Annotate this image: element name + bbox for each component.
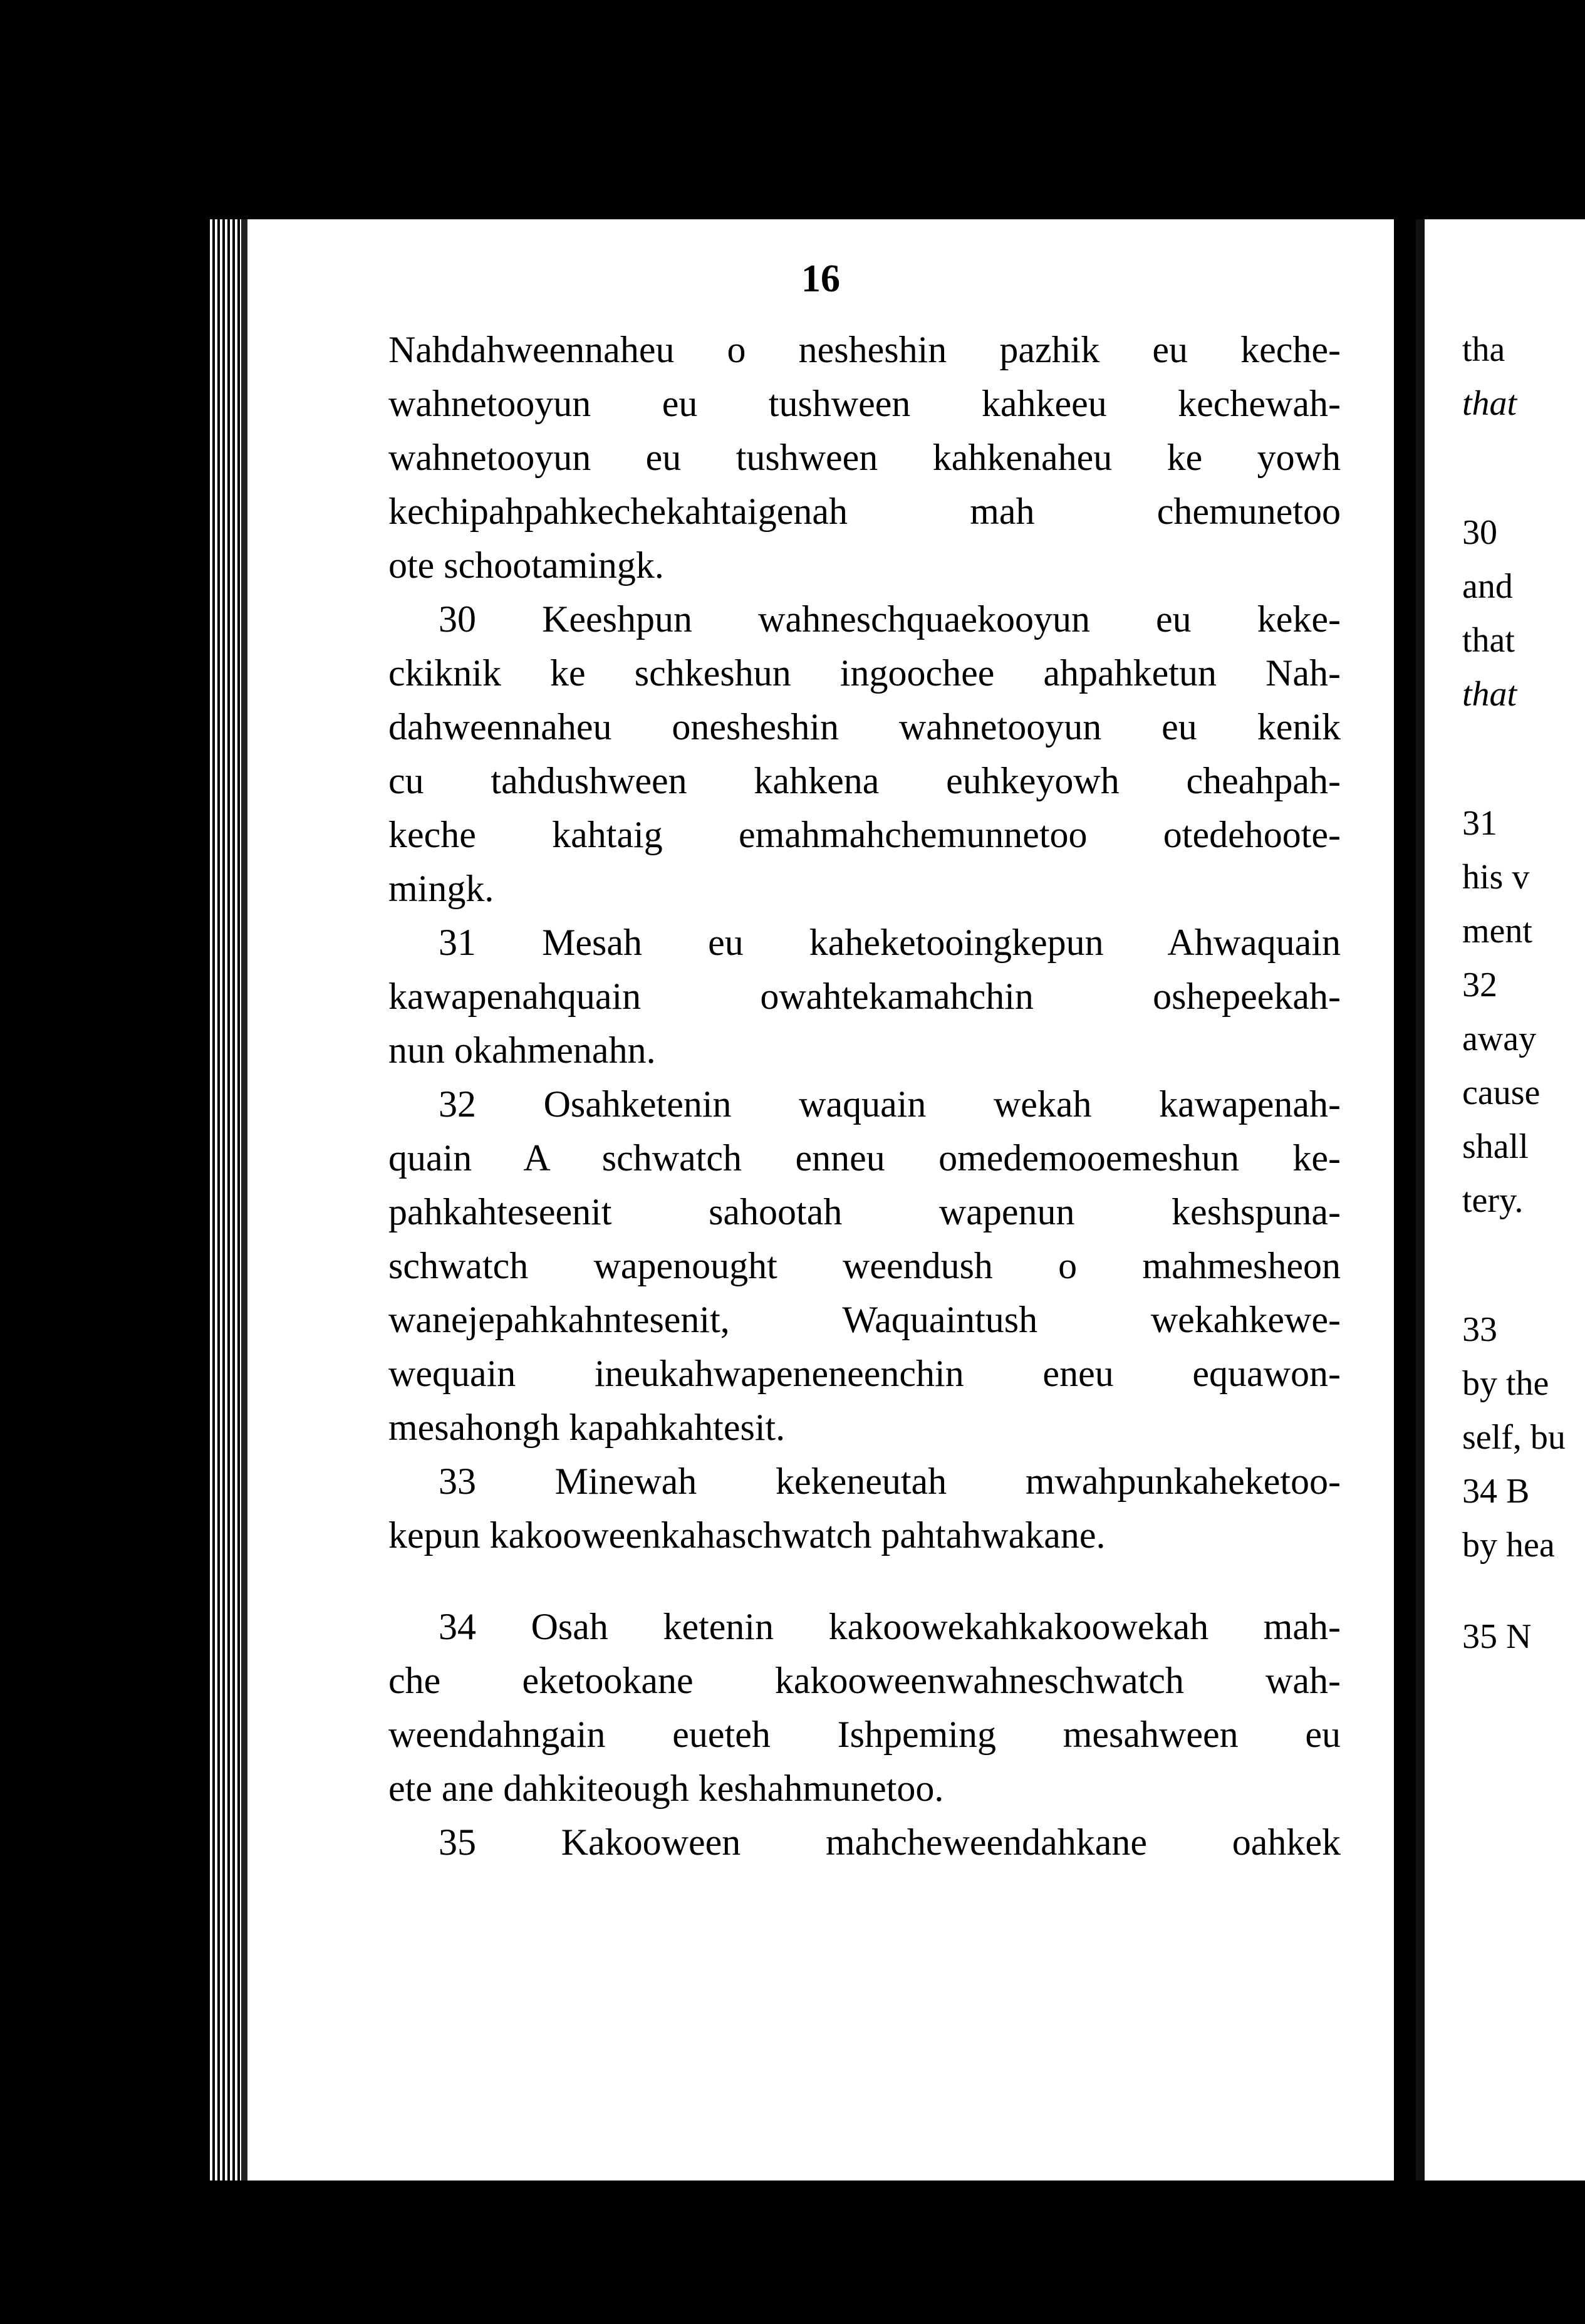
text-line-fragment: 32	[1462, 966, 1497, 1004]
paragraph-gap	[1462, 1572, 1585, 1610]
text-line-fragment: self, bu	[1462, 1418, 1566, 1457]
text-line-fragment: shall	[1462, 1127, 1529, 1166]
text-line: wahnetooyun eu tushween kahkenaheu ke yowh	[388, 437, 1341, 478]
paragraph-gap	[1462, 1227, 1585, 1265]
text-line: 30 Keeshpun wahneschquaekooyun eu keke-	[439, 598, 1341, 640]
paragraph-gap	[1462, 721, 1585, 759]
page-body-text	[388, 323, 1341, 1869]
paragraph-gap	[1462, 759, 1585, 796]
text-line-fragment: by hea	[1462, 1526, 1555, 1565]
text-line: cu tahdushween kahkena euhkeyowh cheahpah-	[388, 760, 1341, 801]
text-line: 35 Kakooween mahcheweendahkane oahkek	[439, 1821, 1341, 1863]
text-line-fragment: 34 B	[1462, 1472, 1530, 1511]
text-line: wanejepahkahntesenit, Waquaintush wekahkewe-	[388, 1299, 1341, 1340]
text-line-fragment: that	[1462, 675, 1517, 714]
paragraph-gap	[1462, 468, 1585, 506]
text-line-fragment: by the	[1462, 1364, 1549, 1403]
text-line-fragment: cause	[1462, 1073, 1541, 1112]
text-line: weendahngain eueteh Ishpeming mesahween eu	[388, 1714, 1341, 1755]
text-line: 31 Mesah eu kaheketooingkepun Ahwaquain	[439, 922, 1341, 963]
text-line: nun okahmenahn.	[388, 1029, 656, 1071]
text-line-fragment: that	[1462, 621, 1515, 660]
text-line-fragment: 33	[1462, 1310, 1497, 1349]
text-line-fragment: ment	[1462, 912, 1532, 951]
right-page-fragment	[1416, 219, 1585, 2181]
text-line-fragment: 31	[1462, 804, 1497, 843]
text-line-fragment: tha	[1462, 330, 1505, 369]
text-line: che eketookane kakooweenwahneschwatch wah-	[388, 1660, 1341, 1701]
text-line: kawapenahquain owahtekamahchin oshepeekah-	[388, 976, 1341, 1017]
text-line: ote schootamingk.	[388, 545, 664, 586]
right-page-text	[1462, 323, 1585, 1664]
text-line: kepun kakooweenkahaschwatch pahtahwakane.	[388, 1514, 1106, 1556]
text-line-fragment: that	[1462, 384, 1517, 423]
text-line-fragment: and	[1462, 567, 1513, 606]
text-line: 33 Minewah kekeneutah mwahpunkaheketoo-	[439, 1461, 1341, 1502]
text-line: mingk.	[388, 868, 494, 909]
text-line-fragment: away	[1462, 1019, 1537, 1058]
text-line: schwatch wapenought weendush o mahmesheon	[388, 1245, 1341, 1286]
text-line: ete ane dahkiteough keshahmunetoo.	[388, 1768, 944, 1809]
text-line: ckiknik ke schkeshun ingoochee ahpahketun Nah-	[388, 652, 1341, 694]
text-line: 32 Osahketenin waquain wekah kawapenah-	[439, 1083, 1341, 1125]
text-line: wahnetooyun eu tushween kahkeeu kechewah-	[388, 383, 1341, 424]
text-line: wequain ineukahwapeneneenchin eneu equawon-	[388, 1353, 1341, 1394]
paragraph-gap	[388, 1562, 1341, 1600]
left-page	[241, 219, 1394, 2181]
text-line: keche kahtaig emahmahchemunnetoo otedehoote-	[388, 814, 1341, 855]
text-line-fragment: 30	[1462, 513, 1497, 552]
paragraph-gap	[1462, 430, 1585, 468]
text-line-fragment: 35 N	[1462, 1617, 1532, 1656]
paragraph-gap	[1462, 1265, 1585, 1303]
text-line-fragment: his v	[1462, 858, 1530, 897]
text-line: Nahdahweennaheu o nesheshin pazhik eu keche-	[388, 329, 1341, 370]
text-line: kechipahpahkechekahtaigenah mah chemunetoo	[388, 491, 1341, 532]
text-line-fragment: tery.	[1462, 1181, 1524, 1220]
text-line: pahkahteseenit sahootah wapenun keshspuna-	[388, 1191, 1341, 1232]
text-line: quain A schwatch enneu omedemooemeshun ke-	[388, 1137, 1341, 1179]
text-line: 34 Osah ketenin kakoowekahkakoowekah mah-	[439, 1606, 1341, 1647]
text-line: dahweennaheu onesheshin wahnetooyun eu kenik	[388, 706, 1341, 748]
page-number: 16	[801, 258, 840, 300]
text-line: mesahongh kapahkahtesit.	[388, 1407, 786, 1448]
